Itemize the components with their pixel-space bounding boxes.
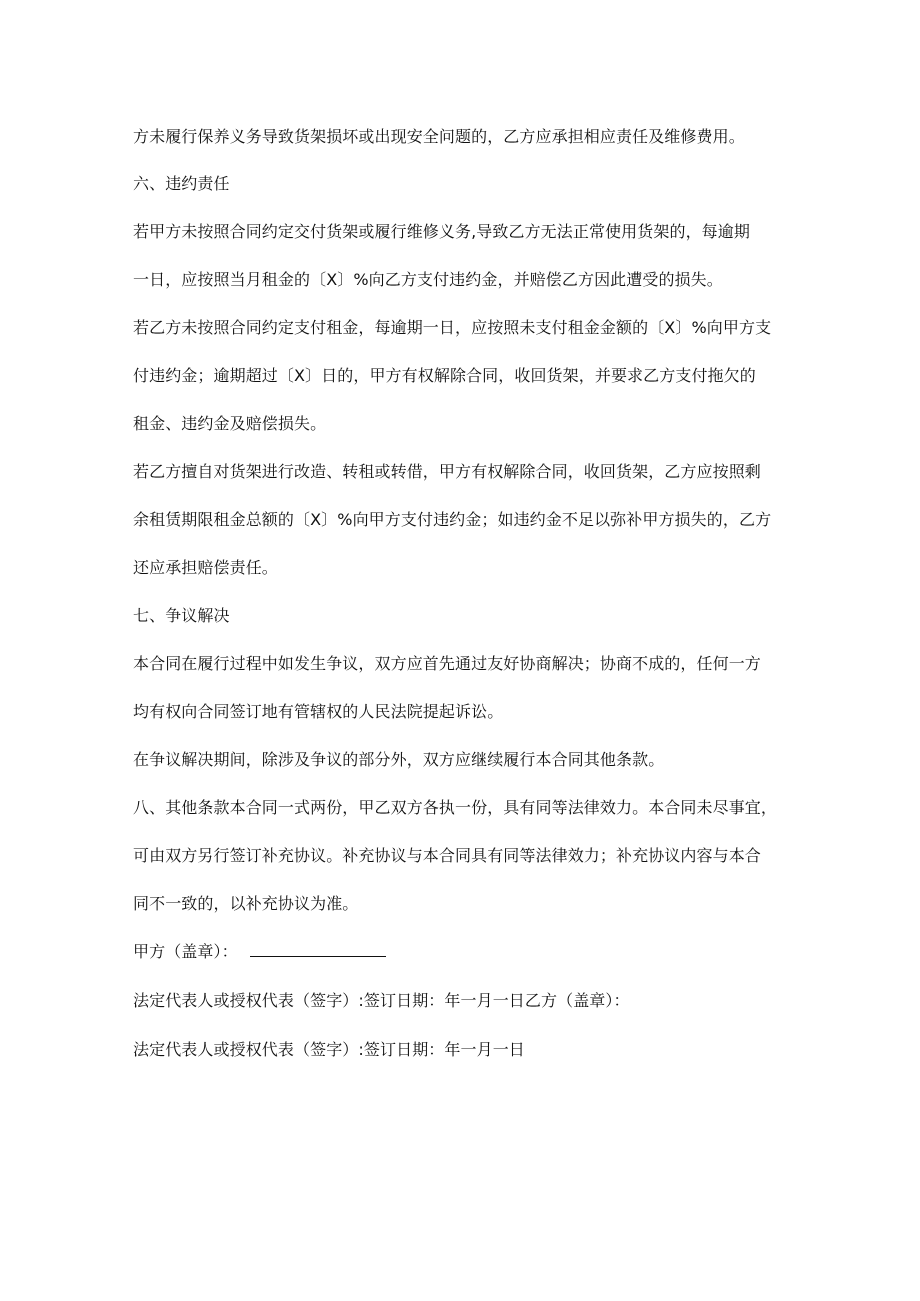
paragraph-line: 若乙方未按照合同约定支付租金，每逾期一日，应按照未支付租金金额的〔X〕%向甲方支	[133, 318, 772, 337]
section-heading-dispute: 七、争议解决	[133, 606, 230, 625]
paragraph-line: 同不一致的，以补充协议为准。	[133, 894, 359, 913]
party-a-signature-blank	[250, 942, 386, 957]
paragraph-line: 在争议解决期间，除涉及争议的部分外，双方应继续履行本合同其他条款。	[133, 750, 665, 769]
paragraph-line: 余租赁期限租金总额的〔X〕%向甲方支付违约金；如违约金不足以弥补甲方损失的，乙方	[133, 510, 772, 529]
paragraph-line: 若甲方未按照合同约定交付货架或履行维修义务,导致乙方无法正常使用货架的，每逾期	[133, 222, 750, 241]
paragraph-line: 租金、违约金及赔偿损失。	[133, 414, 327, 433]
party-a-seal-row	[133, 942, 386, 962]
paragraph-line: 付违约金；逾期超过〔X〕日的，甲方有权解除合同，收回货架，并要求乙方支付拖欠的	[133, 366, 756, 385]
section-heading-breach: 六、违约责任	[133, 174, 230, 193]
paragraph-line: 可由双方另行签订补充协议。补充协议与本合同具有同等法律效力；补充协议内容与本合	[133, 846, 761, 865]
paragraph-line: 还应承担赔偿责任。	[133, 558, 278, 577]
paragraph-line: 方未履行保养义务导致货架损坏或出现安全问题的，乙方应承担相应责任及维修费用。	[133, 127, 745, 146]
paragraph-line: 一日，应按照当月租金的〔X〕%向乙方支付违约金，并赔偿乙方因此遭受的损失。	[133, 270, 723, 289]
party-a-label: 甲方（盖章）：	[133, 942, 238, 961]
paragraph-line: 均有权向合同签订地有管辖权的人民法院提起诉讼。	[133, 702, 504, 721]
paragraph-line: 若乙方擅自对货架进行改造、转租或转借，甲方有权解除合同，收回货架，乙方应按照剩	[133, 462, 761, 481]
signature-line-2: 法定代表人或授权代表（签字）:签订日期：年一月一日	[133, 1040, 525, 1059]
paragraph-line: 本合同在履行过程中如发生争议，双方应首先通过友好协商解决；协商不成的，任何一方	[133, 654, 761, 673]
signature-line-1: 法定代表人或授权代表（签字）:签订日期：年一月一日乙方（盖章）：	[133, 991, 630, 1010]
section-heading-other: 八、其他条款本合同一式两份，甲乙双方各执一份，具有同等法律效力。本合同未尽事宜，	[133, 798, 778, 817]
